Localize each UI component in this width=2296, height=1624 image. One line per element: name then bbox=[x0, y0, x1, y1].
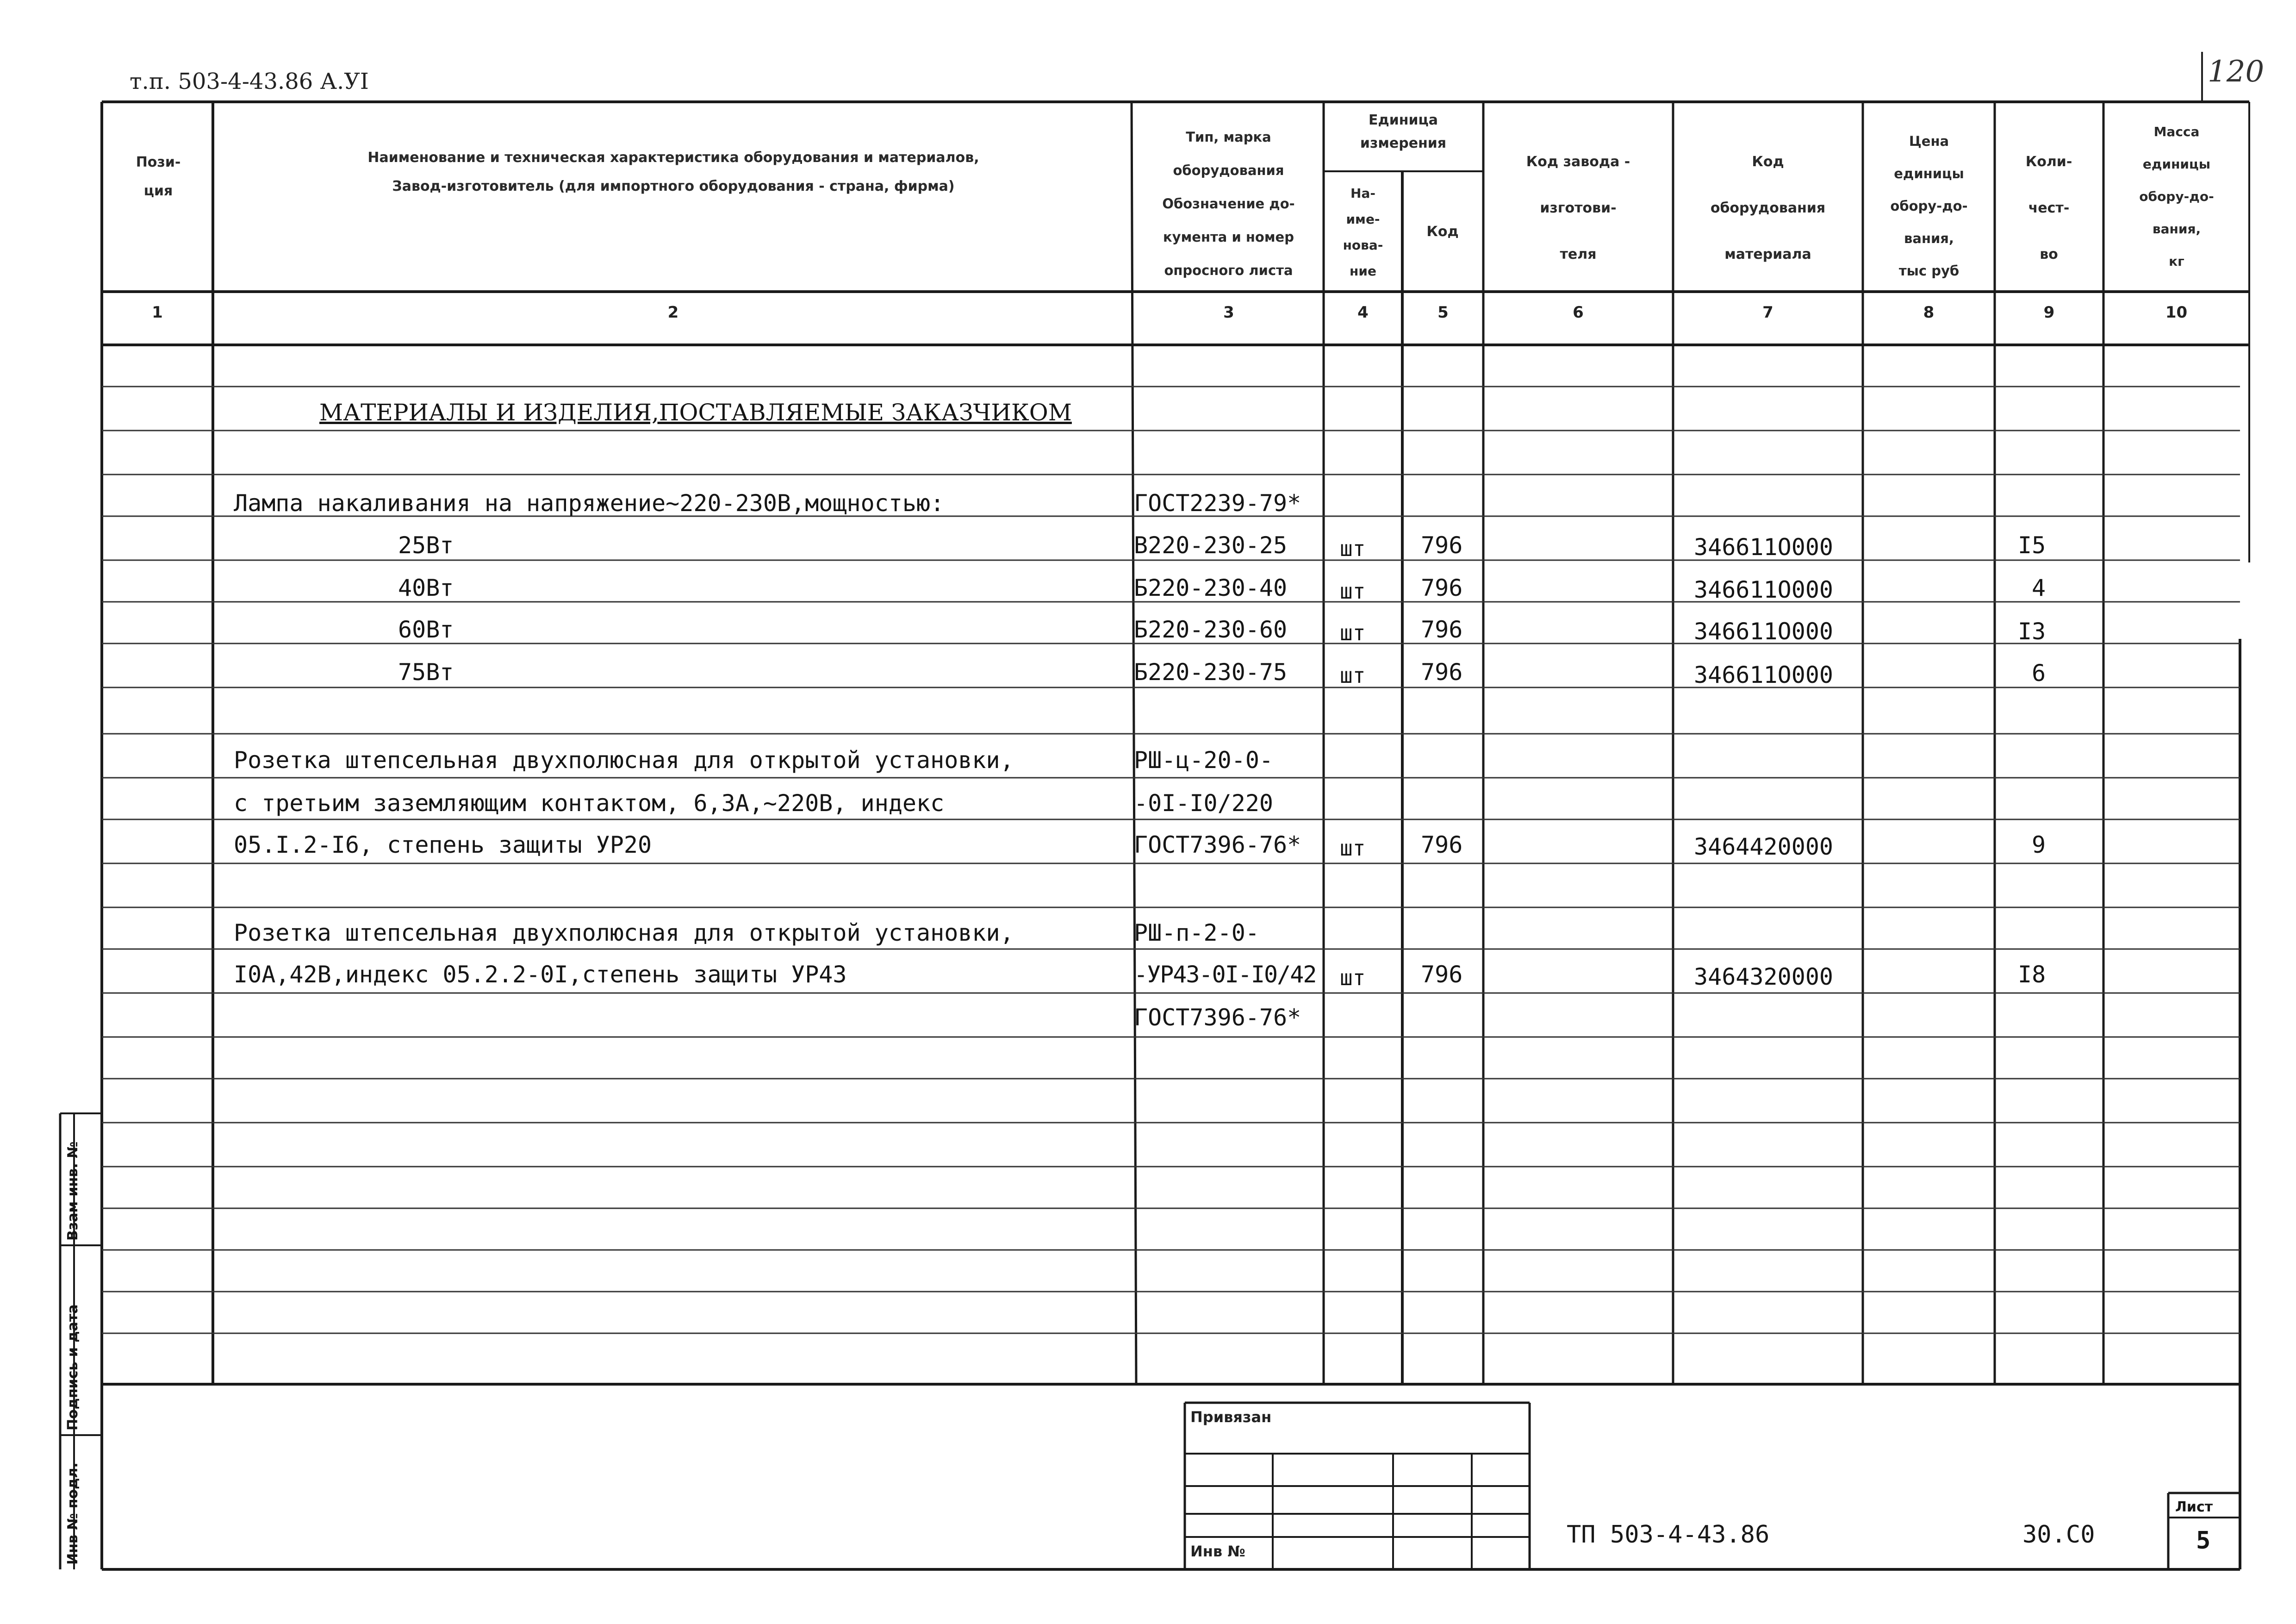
row-name: Розетка штепсельная двухполюсная для открытой установки, bbox=[234, 747, 1014, 774]
column-number: 6 bbox=[1573, 303, 1584, 322]
row-type: -0I-I0/220 bbox=[1134, 790, 1274, 817]
row-quantity: 4 bbox=[2032, 575, 2046, 601]
column-number: 2 bbox=[667, 303, 679, 322]
row-name: Розетка штепсельная двухполюсная для открытой установки, bbox=[234, 919, 1014, 946]
row-name: Лампа накаливания на напряжение~220-230В,мощностью: bbox=[234, 490, 945, 517]
row-name: 25Вт bbox=[398, 532, 454, 559]
row-unit: шт bbox=[1340, 663, 1366, 688]
row-code: 796 bbox=[1421, 575, 1463, 601]
section-title: МАТЕРИАЛЫ И ИЗДЕЛИЯ,ПОСТАВЛЯЕМЫЕ ЗАКАЗЧИКОМ bbox=[319, 399, 1072, 426]
side-label-inv-podl: Инв № подл. bbox=[65, 1462, 81, 1565]
row-name: 60Вт bbox=[398, 616, 454, 643]
title-code: ТП 503-4-43.86 bbox=[1567, 1521, 1770, 1549]
header-unit-group: Единица измерения bbox=[1360, 112, 1447, 151]
row-quantity: 6 bbox=[2032, 660, 2046, 687]
header-unit-code: Код bbox=[1426, 224, 1459, 240]
row-unit: шт bbox=[1340, 836, 1366, 861]
row-name: 75Вт bbox=[398, 659, 454, 686]
row-unit: шт bbox=[1340, 536, 1366, 561]
row-type: В220-230-25 bbox=[1134, 532, 1288, 559]
page-number: 120 bbox=[2208, 55, 2265, 89]
stamp-inv-no: Инв № bbox=[1190, 1543, 1245, 1560]
document-reference: т.п. 503-4-43.86 А.УI bbox=[130, 69, 369, 94]
row-type: ГОСТ7396-76* bbox=[1134, 831, 1301, 858]
row-type: -УР43-0I-I0/42 bbox=[1134, 961, 1316, 988]
row-unit: шт bbox=[1340, 579, 1366, 604]
row-code: 796 bbox=[1421, 532, 1463, 559]
sheet-number: 5 bbox=[2196, 1527, 2211, 1555]
header-unit-name: На- име- нова- ние bbox=[1343, 186, 1383, 279]
column-number: 7 bbox=[1762, 303, 1773, 322]
row-name: 05.I.2-I6, степень защиты УР20 bbox=[234, 831, 652, 858]
stamp-privyazan: Привязан bbox=[1190, 1408, 1272, 1426]
header-factory-code: Код завода - изготови- теля bbox=[1526, 154, 1630, 262]
header-mass: Масса единицы обору-до- вания, кг bbox=[2139, 124, 2214, 269]
row-type: Б220-230-40 bbox=[1134, 575, 1288, 601]
header-price: Цена единицы обору-до- вания, тыс руб bbox=[1890, 133, 1968, 279]
column-number: 8 bbox=[1923, 303, 1935, 322]
side-label-podpis: Подпись и дата bbox=[65, 1304, 81, 1430]
header-quantity: Коли- чест- во bbox=[2025, 154, 2072, 262]
row-equipment-code: 3464320000 bbox=[1694, 963, 1834, 990]
row-quantity: I8 bbox=[2018, 961, 2046, 988]
row-type: РШ-п-2-0- bbox=[1134, 919, 1259, 946]
sheet-code: 30.С0 bbox=[2022, 1521, 2095, 1549]
row-name: с третьим заземляющим контактом, 6,3А,~220В, индекс bbox=[234, 790, 945, 817]
row-type: Б220-230-60 bbox=[1134, 616, 1288, 643]
row-type: РШ-ц-20-0- bbox=[1134, 747, 1274, 774]
column-number: 3 bbox=[1223, 303, 1234, 322]
row-equipment-code: 346611О000 bbox=[1694, 534, 1834, 561]
row-equipment-code: 346611О000 bbox=[1694, 576, 1834, 603]
sheet-label: Лист bbox=[2175, 1499, 2213, 1515]
row-unit: шт bbox=[1340, 620, 1366, 645]
column-number: 5 bbox=[1437, 303, 1449, 322]
header-name: Наименование и техническая характеристика оборудования и материалов, Завод-изготовитель (для импортного оборудования - страна, фирма) bbox=[367, 150, 979, 194]
header-equipment-code: Код оборудования материала bbox=[1710, 154, 1826, 262]
header-position: Пози- ция bbox=[136, 154, 181, 199]
row-quantity: I5 bbox=[2018, 532, 2046, 559]
row-equipment-code: 3464420000 bbox=[1694, 833, 1834, 860]
row-code: 796 bbox=[1421, 831, 1463, 858]
row-type: ГОСТ2239-79* bbox=[1134, 490, 1301, 517]
column-number: 4 bbox=[1357, 303, 1369, 322]
row-quantity: 9 bbox=[2032, 831, 2046, 858]
row-code: 796 bbox=[1421, 659, 1463, 686]
row-type: Б220-230-75 bbox=[1134, 659, 1288, 686]
row-equipment-code: 346611О000 bbox=[1694, 618, 1834, 645]
row-name: 40Вт bbox=[398, 575, 454, 601]
row-code: 796 bbox=[1421, 961, 1463, 988]
row-equipment-code: 346611О000 bbox=[1694, 662, 1834, 688]
row-name: I0А,42В,индекс 05.2.2-0I,степень защиты УР43 bbox=[234, 961, 847, 988]
column-number: 9 bbox=[2043, 303, 2055, 322]
row-code: 796 bbox=[1421, 616, 1463, 643]
header-type: Тип, марка оборудования Обозначение до- кумента и номер опросного листа bbox=[1162, 129, 1295, 278]
row-unit: шт bbox=[1340, 965, 1366, 990]
column-number: 10 bbox=[2165, 303, 2188, 322]
row-quantity: I3 bbox=[2018, 618, 2046, 645]
column-number: 1 bbox=[152, 303, 163, 322]
row-type: ГОСТ7396-76* bbox=[1134, 1004, 1301, 1031]
side-label-vzam: Взам инв. № bbox=[65, 1141, 81, 1241]
